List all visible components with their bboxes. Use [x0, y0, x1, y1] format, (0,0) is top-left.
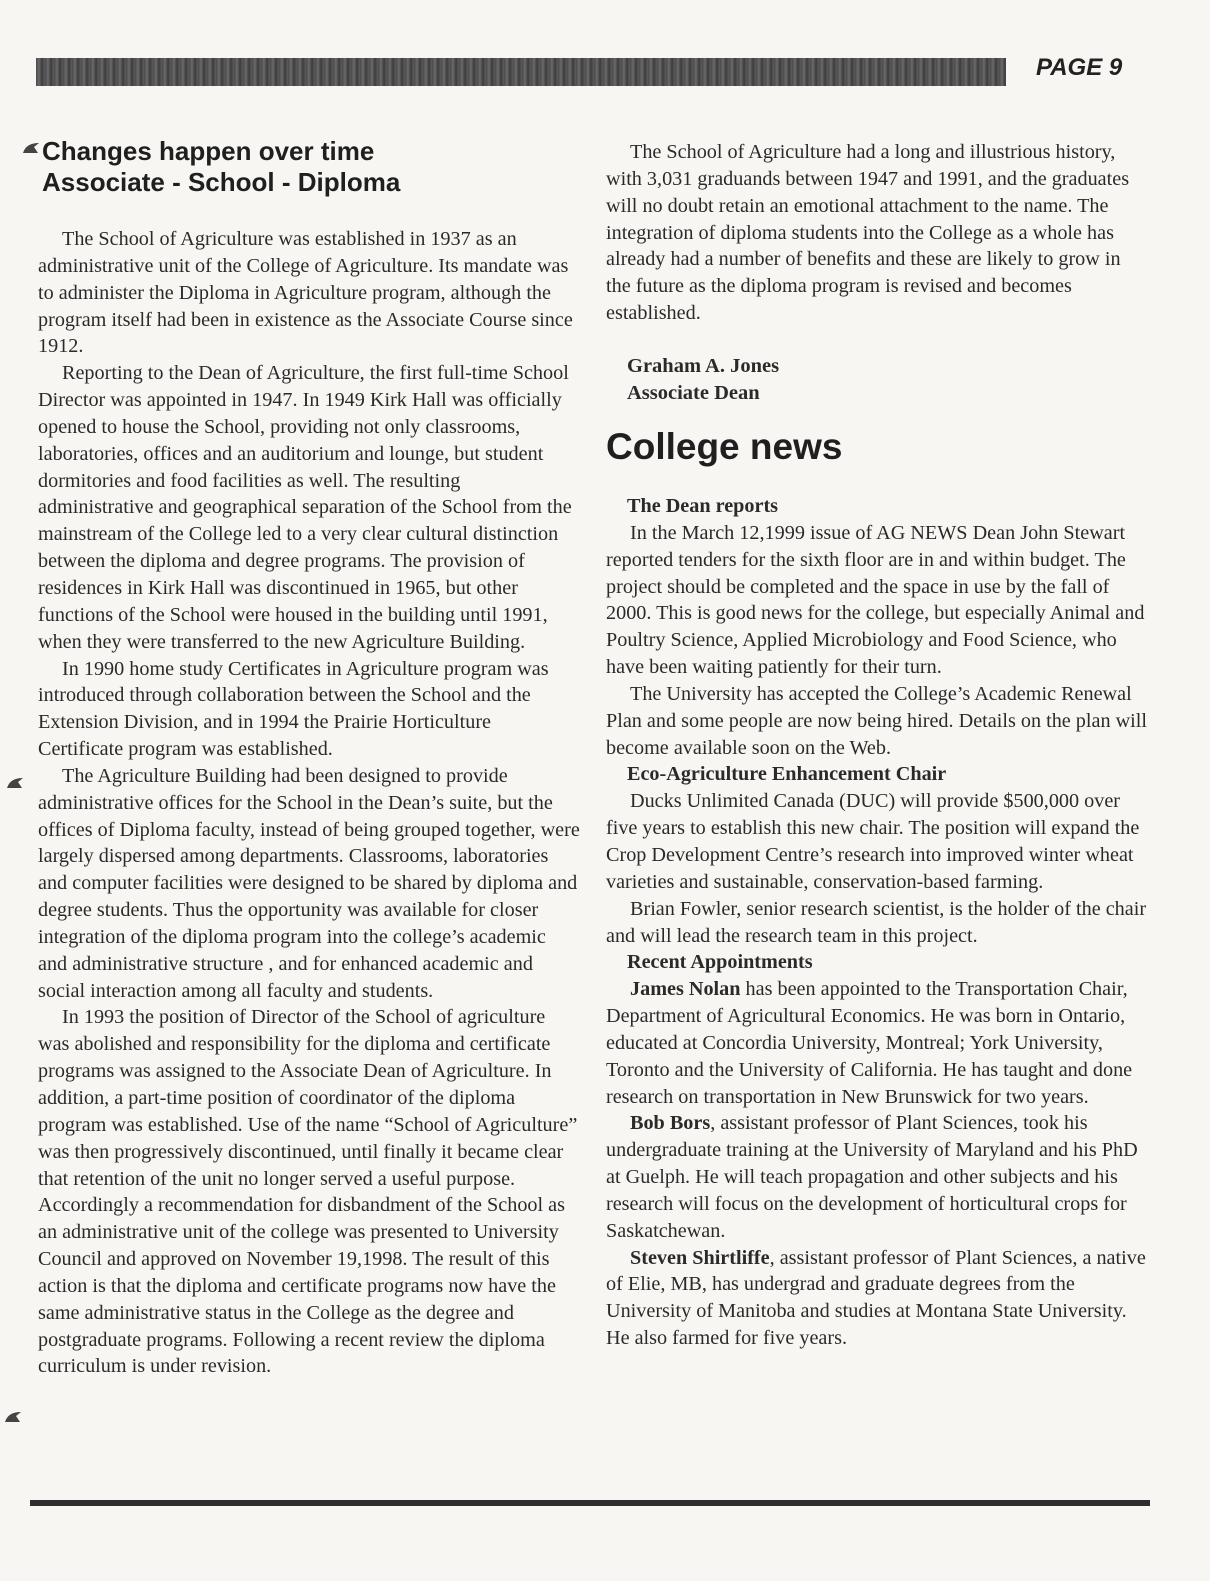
appointee-text: has been appointed to the Transportation Chair, Department of Agricultural Economics. He was born in Ontario, educated at Concordia University, Montreal; York University, Toronto and the University of California. He has taught and done research on transportation in New Brunswick for two years. [606, 978, 1133, 1108]
section-heading: Eco-Agriculture Enhancement Chair [627, 763, 947, 786]
section-heading: Recent Appointments [627, 951, 813, 974]
news-paragraph: In the March 12,1999 issue of AG NEWS Dean John Stewart reported tenders for the sixth floor are in and within budget. The project should be completed and the space in use by the fall of 2000. This is good news for the college, but especially Animal and Poultry Science, Applied Microbiology and Food Science, who have been waiting patiently for their turn. [606, 521, 1145, 679]
article-title [42, 136, 400, 198]
bottom-rule [30, 1500, 1150, 1506]
signature [627, 353, 779, 407]
appointee-name: James Nolan [630, 978, 741, 1001]
appointment-item [606, 976, 1154, 1110]
appointment-item [606, 1245, 1154, 1352]
article-body [38, 226, 580, 1380]
signature-title: Associate Dean [627, 382, 760, 404]
appointment-item [606, 1110, 1154, 1244]
appointee-name: Bob Bors [630, 1112, 711, 1135]
news-paragraph: Brian Fowler, senior research scientist, is the holder of the chair and will lead the research team in this project. [606, 897, 1147, 947]
article-paragraph: Reporting to the Dean of Agriculture, the first full-time School Director was appointed in 1947. In 1949 Kirk Hall was officially opened to house the School, providing not only classrooms, laboratories, offices and an auditorium and lounge, but student dormitories and food facilities as well. The resulting administrative and geographical separation of the School from the mainstream of the College led to a very clear cultural distinction between the diploma and degree programs. The provision of residences in Kirk Hall was discontinued in 1965, but other functions of the School were housed in the building until 1991, when they were transferred to the new Agriculture Building. [38, 362, 572, 653]
college-news-body [606, 493, 1154, 1352]
article-title-line2: Associate - School - Diploma [42, 167, 401, 197]
header-bar [36, 58, 1006, 86]
article-title-line1: Changes happen over time [42, 136, 375, 166]
punch-mark-icon [22, 141, 40, 155]
appointee-text: , assistant professor of Plant Sciences, took his undergraduate training at the University of Maryland and his PhD at Guelph. He will teach propagation and other subjects and his research will focus on the development of horticultural crops for Saskatchewan. [606, 1112, 1138, 1242]
article-paragraph: The School of Agriculture was established in 1937 as an administrative unit of the College of Agriculture. Its mandate was to administer the Diploma in Agriculture program, although the program itself had been in existence as the Associate Course since 1912. [38, 228, 573, 358]
appointee-name: Steven Shirtliffe [630, 1246, 770, 1269]
page-number: PAGE 9 [1036, 54, 1123, 81]
punch-mark-icon [4, 1410, 22, 1424]
article-paragraph: In 1990 home study Certificates in Agriculture program was introduced through collaboration between the School and the Extension Division, and in 1994 the Prairie Horticulture Certificate program was established. [38, 657, 549, 761]
article-continuation [606, 139, 1146, 327]
punch-mark-icon [6, 776, 24, 790]
college-news-title: College news [606, 426, 843, 467]
article-paragraph: In 1993 the position of Director of the School of agriculture was abolished and responsibility for the diploma and certificate programs was assigned to the Associate Dean of Agriculture. In addition, a part-time position of coordinator of the diploma program was established. Use of the name “School of Agriculture” was then progressively discontinued, until finally it became clear that retention of the unit no longer served a useful purpose. Accordingly a recommendation for disbandment of the School as an administrative unit of the college was presented to University Council and approved on November 19,1998. The result of this action is that the diploma and certificate programs now have the same administrative status in the College as the degree and postgraduate programs. Following a recent review the diploma curriculum is under revision. [38, 1006, 578, 1378]
news-paragraph: Ducks Unlimited Canada (DUC) will provide $500,000 over five years to establish this new chair. The position will expand the Crop Development Centre’s research into improved winter wheat varieties and sustainable, conservation-based farming. [606, 790, 1140, 893]
signature-name: Graham A. Jones [627, 355, 780, 377]
article-paragraph: The School of Agriculture had a long and illustrious history, with 3,031 graduands between 1947 and 1991, and the graduates will no doubt retain an emotional attachment to the name. The integration of diploma students into the College as a whole has already had a number of benefits and these are likely to grow in the future as the diploma program is revised and becomes established. [606, 141, 1130, 325]
appointee-text: , assistant professor of Plant Sciences, a native of Elie, MB, has undergrad and graduate degrees from the University of Manitoba and studies at Montana State University. He also farmed for five years. [606, 1246, 1146, 1350]
news-paragraph: The University has accepted the College’s Academic Renewal Plan and some people are now being hired. Details on the plan will become available soon on the Web. [606, 682, 1148, 759]
article-paragraph: The Agriculture Building had been designed to provide administrative offices for the School in the Dean’s suite, but the offices of Diploma faculty, instead of being grouped together, were largely dispersed among departments. Classrooms, laboratories and computer facilities were designed to be shared by diploma and degree students. Thus the opportunity was available for closer integration of the diploma program into the college’s academic and administrative structure , and for enhanced academic and social interaction among all faculty and students. [38, 764, 580, 1002]
section-heading: The Dean reports [627, 495, 779, 517]
